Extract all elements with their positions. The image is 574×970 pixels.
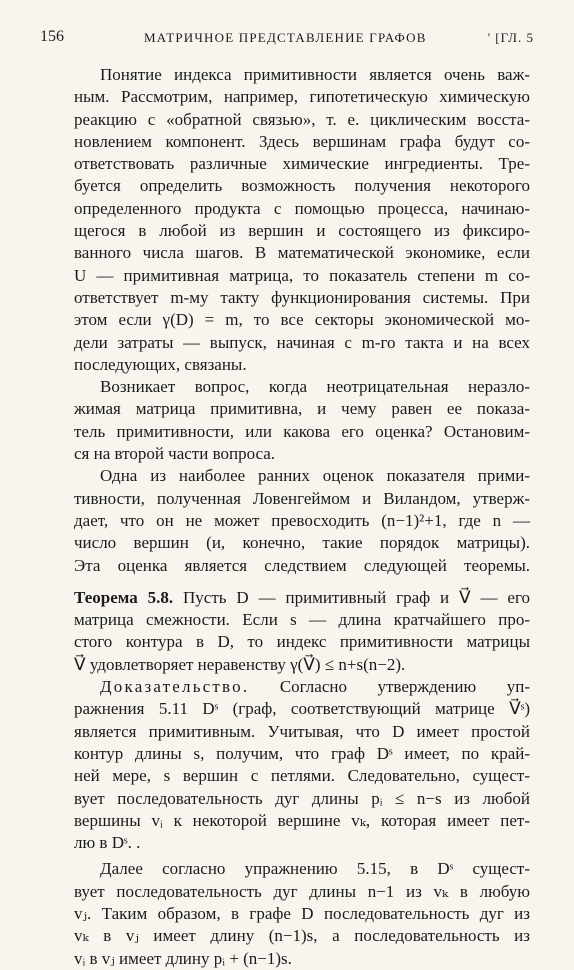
text-line: ответствует m-му такту функционирования системы. При [74, 287, 530, 307]
text-line: ответствовать различные химические ингредиенты. Тре- [74, 154, 530, 174]
text-line: дели затраты — выпуск, начиная с m-го такта и на всех [74, 332, 530, 352]
text-line: ней мере, s вершин с петлями. Следовательно, сущест- [74, 766, 530, 786]
paragraph [74, 376, 530, 465]
text-line: вершины vᵢ к некоторой вершине vₖ, которая имеет пет- [74, 810, 530, 830]
text-line [74, 587, 530, 609]
text-line: жимая матрица примитивна, и чему равен ее показа- [74, 399, 530, 419]
text-line: дает, что он не может превосходить (n−1)²+1, где n — [74, 510, 530, 530]
proof [74, 676, 530, 854]
text-line: Далее согласно упражнению 5.15, в Dˢ сущест- [100, 859, 530, 879]
text-line: U — примитивная матрица, то показатель степени m со- [74, 265, 530, 285]
text-line: матрица смежности. Если s — длина кратчайшего про- [74, 610, 530, 630]
page-body [74, 64, 530, 970]
theorem [74, 587, 530, 676]
text-line: ванного числа шагов. В математической экономике, если [74, 243, 530, 263]
text-line: Одна из наиболее ранних оценок показателя прими- [100, 466, 530, 486]
theorem-text: Пусть D — примитивный граф и V⃗ — его [183, 587, 531, 607]
text-line [74, 676, 530, 698]
text-line: тель примитивности, или какова его оценка? Остановим- [74, 421, 530, 441]
text-line: реакцию с «обратной связью», т. е. циклическим восста- [74, 109, 530, 129]
text-line: новлением компонент. Здесь вершинам графа будут со- [74, 131, 530, 151]
text-line: ражнения 5.11 Dˢ (граф, соответствующий матрице V⃗ˢ) [74, 699, 530, 719]
running-header [40, 28, 534, 48]
text-line: стого контура в D, то индекс примитивности матрицы [74, 632, 530, 652]
text-line: вует последовательность дуг длины pᵢ ≤ n−s из любой [74, 788, 530, 808]
text-line: ся на второй части вопроса. [74, 444, 276, 464]
text-line: лю в Dˢ. . [74, 833, 141, 853]
text-line: vⱼ. Таким образом, в графе D последовательность дуг из [74, 903, 530, 923]
text-line: является примитивным. Учитывая, что D имеет простой [74, 721, 530, 741]
theorem-label: Теорема 5.8. [74, 587, 174, 607]
paragraph [74, 858, 530, 969]
text-line: число вершин (и, конечно, такие порядок матрицы). [74, 533, 530, 553]
chapter-label: ' [ГЛ. 5 [487, 30, 534, 45]
text-line: щегося в любой из вершин и состоящего из фиксиро- [74, 221, 530, 241]
proof-text: Согласно утверждению уп- [279, 677, 531, 697]
text-line: последующих, связаны. [74, 354, 247, 374]
text-line: вует последовательность дуг длины n−1 из vₖ в любую [74, 881, 530, 901]
text-line: ным. Рассмотрим, например, гипотетическую химическую [74, 87, 530, 107]
proof-label: Доказательство. [100, 677, 250, 697]
text-line: тивности, полученная Ловенгеймом и Виландом, утверж- [74, 488, 530, 508]
paragraph [74, 64, 530, 376]
paragraph [74, 465, 530, 576]
page-number: 156 [40, 28, 64, 45]
text-line: V⃗ удовлетворяет неравенству γ(V⃗) ≤ n+s(n−2). [74, 654, 406, 674]
text-line: Эта оценка является следствием следующей теоремы. [74, 555, 530, 575]
text-line: vᵢ в vⱼ имеет длину pᵢ + (n−1)s. [74, 948, 292, 968]
text-line: Возникает вопрос, когда неотрицательная неразло- [100, 377, 530, 397]
text-line: Понятие индекса примитивности является очень важ- [100, 65, 530, 84]
text-line: vₖ в vⱼ имеет длину (n−1)s, а последовательность из [74, 926, 530, 946]
running-title: МАТРИЧНОЕ ПРЕДСТАВЛЕНИЕ ГРАФОВ [144, 30, 427, 45]
text-line: контур длины s, получим, что граф Dˢ имеет, по край- [74, 743, 530, 763]
text-line: определенного продукта с помощью процесса, начинаю- [74, 198, 530, 218]
text-line: буется определить возможность получения некоторого [74, 176, 530, 196]
text-line: этом если γ(D) = m, то все секторы экономической мо- [74, 310, 530, 330]
